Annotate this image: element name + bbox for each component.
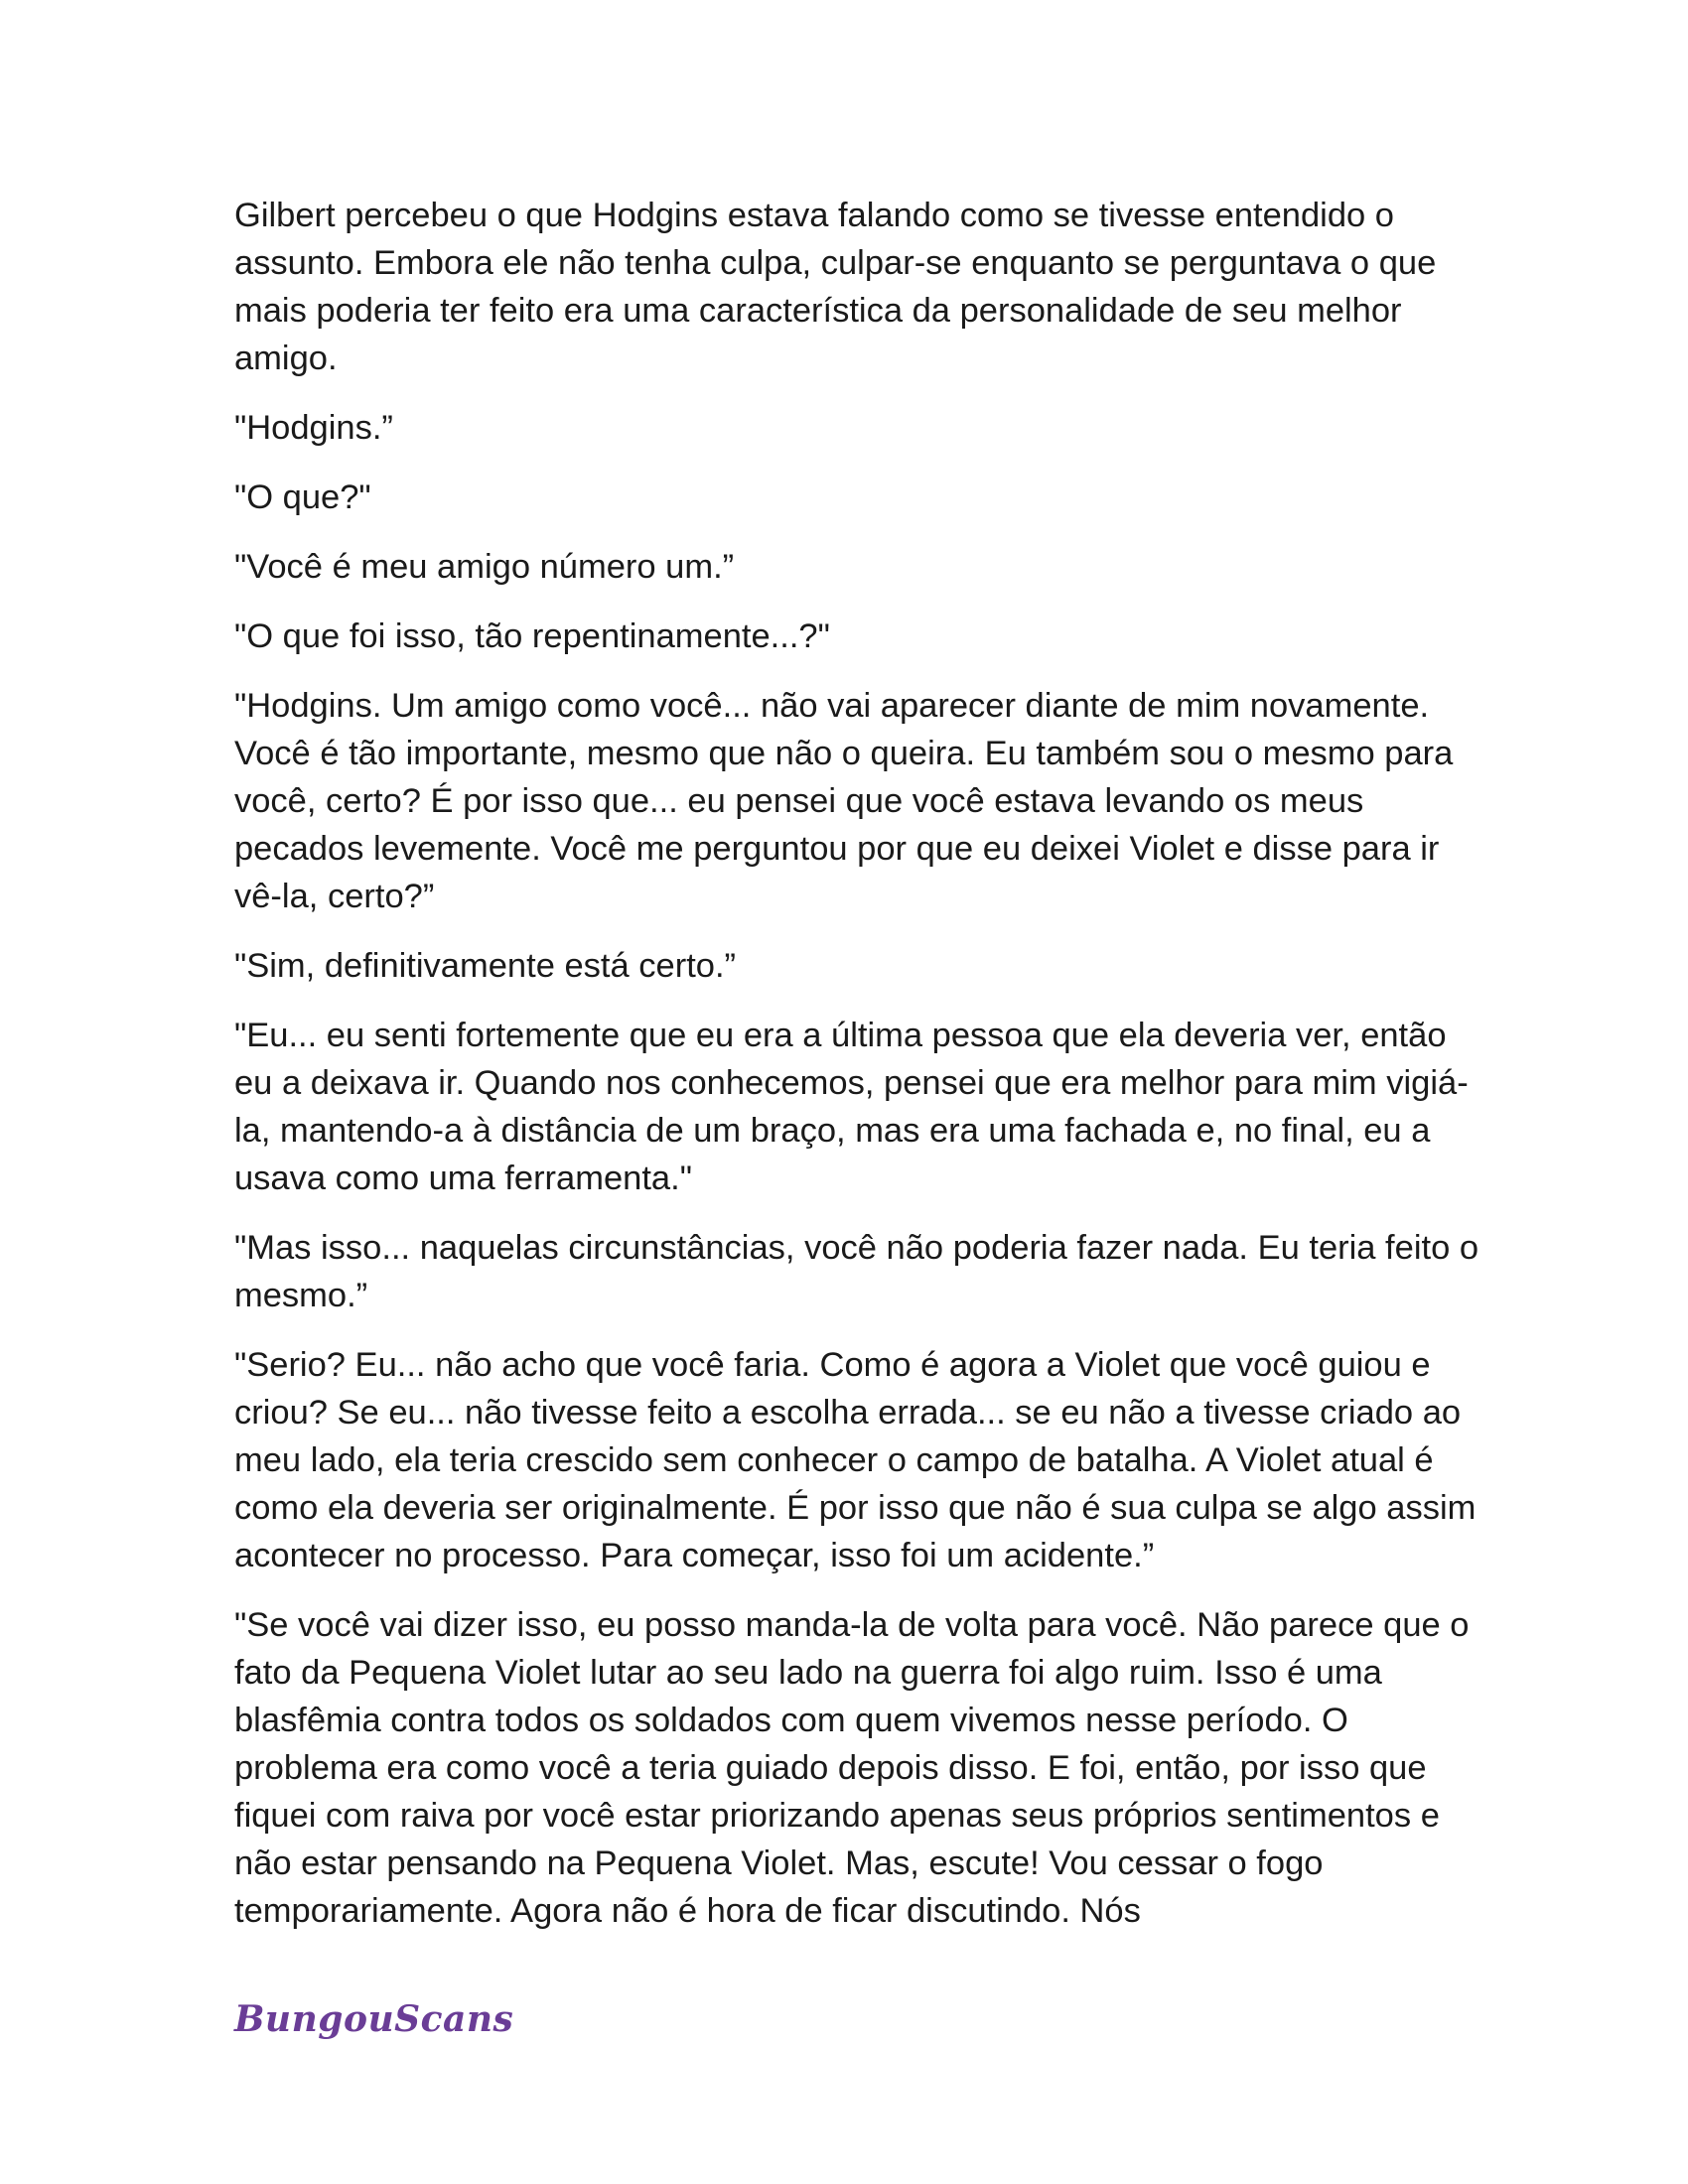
watermark-logo: BungouScans [234,1998,514,2040]
paragraph: "Mas isso... naquelas circunstâncias, você não poderia fazer nada. Eu teria feito o mesmo.” [234,1229,1479,1314]
paragraph: "Sim, definitivamente está certo.” [234,947,737,985]
paragraph: "O que foi isso, tão repentinamente...?" [234,617,830,655]
paragraph: "Se você vai dizer isso, eu posso manda-la de volta para você. Não parece que o fato da Pequena Violet lutar ao seu lado na guerra foi algo ruim. Isso é uma blasfêmia contra todos os soldados com quem vivemos nesse período. O problema era como você a teria guiado depois disso. E foi, então, por isso que fiquei com raiva por você estar priorizando apenas seus próprios sentimentos e não estar pensando na Pequena Violet. Mas, escute! Vou cessar o fogo temporariamente. Agora não é hora de ficar discutindo. Nós [234,1606,1470,1930]
paragraph: "Serio? Eu... não acho que você faria. Como é agora a Violet que você guiou e criou? Se eu... não tivesse feito a escolha errada... se eu não a tivesse criado ao meu lado, ela teria crescido sem conhecer o campo de batalha. A Violet atual é como ela deveria ser originalmente. É por isso que não é sua culpa se algo assim acontecer no processo. Para começar, isso foi um acidente.” [234,1346,1477,1574]
paragraph: "Hodgins.” [234,409,393,447]
paragraph: "Você é meu amigo número um.” [234,548,735,586]
paragraph: Gilbert percebeu o que Hodgins estava falando como se tivesse entendido o assunto. Embora ele não tenha culpa, culpar-se enquanto se perguntava o que mais poderia ter feito era uma característica da personalidade de seu melhor amigo. [234,197,1437,377]
paragraph: "Hodgins. Um amigo como você... não vai aparecer diante de mim novamente. Você é tão importante, mesmo que não o queira. Eu também sou o mesmo para você, certo? É por isso que... eu pensei que você estava levando os meus pecados levemente. Você me perguntou por que eu deixei Violet e disse para ir vê-la, certo?” [234,687,1454,915]
document-body [234,192,1485,1957]
paragraph: "Eu... eu senti fortemente que eu era a última pessoa que ela deveria ver, então eu a deixava ir. Quando nos conhecemos, pensei que era melhor para mim vigiá-la, mantendo-a à distância de um braço, mas era uma fachada e, no final, eu a usava como uma ferramenta." [234,1017,1469,1197]
paragraph: "O que?" [234,478,371,516]
